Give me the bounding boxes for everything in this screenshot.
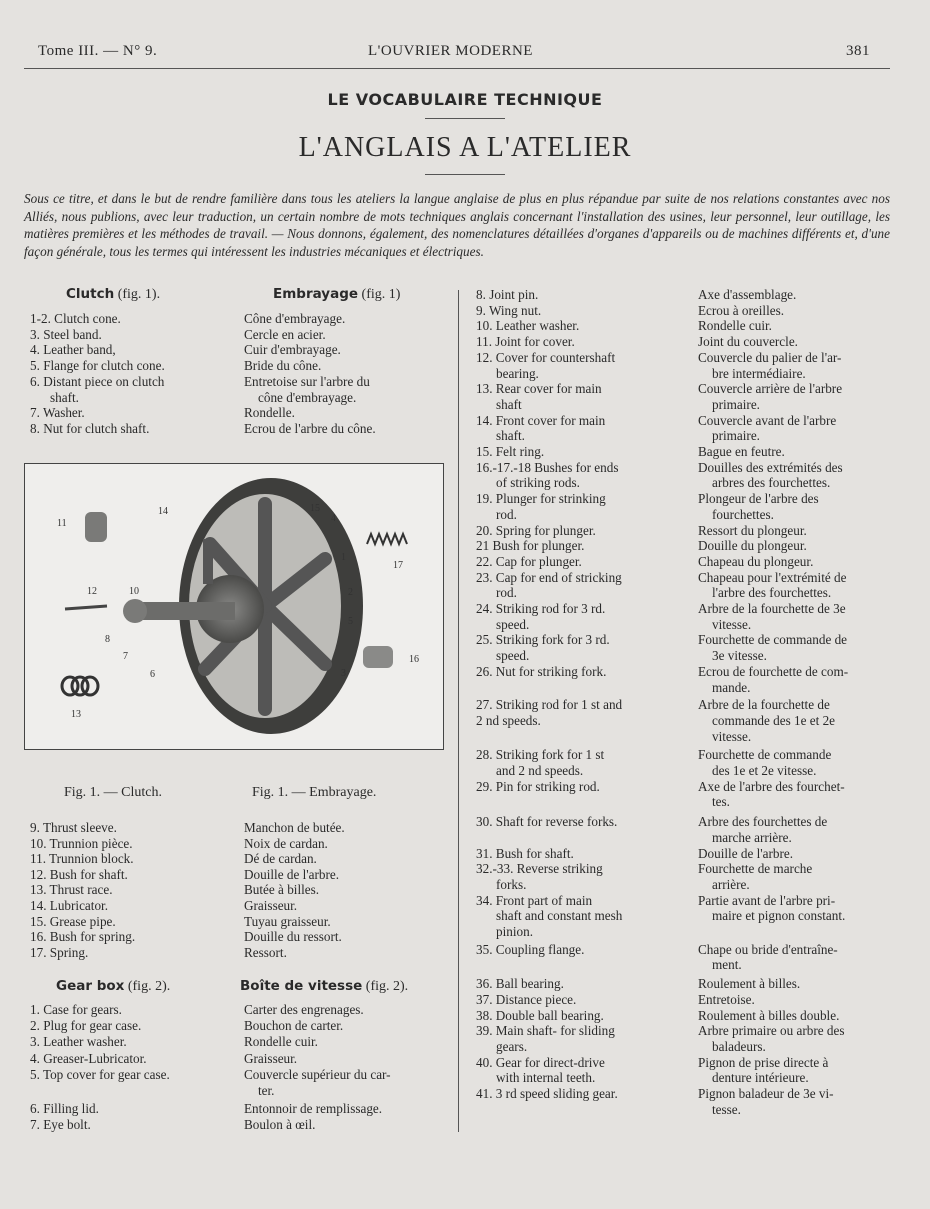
- term-fr: Boulon à œil.: [244, 1117, 316, 1133]
- heading-fr-title: Boîte de vitesse: [240, 978, 363, 994]
- spring-icon: [367, 534, 407, 544]
- gearbox-heading-en: [56, 978, 170, 995]
- term-en: 14. Lubricator.: [30, 898, 109, 913]
- heading-en-title: Clutch: [66, 286, 115, 302]
- term-fr: baladeurs.: [712, 1038, 766, 1054]
- term-en: 1-2. Clutch cone.: [30, 311, 121, 326]
- term-en: 24. Striking rod for 3 rd.: [476, 601, 606, 616]
- term-fr: arrière.: [712, 876, 750, 892]
- spring-bush-icon: [363, 646, 393, 668]
- term-en: 15. Grease pipe.: [30, 913, 116, 929]
- term-en: 29. Pin for striking rod.: [476, 778, 600, 794]
- term-fr: Graisseur.: [244, 898, 298, 913]
- fig-label-10: 10: [129, 586, 139, 597]
- term-fr: Plongeur de l'arbre des: [698, 491, 819, 507]
- term-en: 8. Nut for clutch shaft.: [30, 420, 150, 436]
- term-en: 16.-17.-18 Bushes for ends: [476, 459, 619, 475]
- fig-label-2: 2: [348, 587, 353, 598]
- term-en: 40. Gear for direct-drive: [476, 1054, 605, 1070]
- term-fr: Ressort du plongeur.: [698, 522, 807, 538]
- term-fr: Douille du plongeur.: [698, 538, 807, 554]
- term-fr: Couvercle arrière de l'arbre: [698, 381, 843, 397]
- term-fr: Couvercle du palier de l'ar-: [698, 349, 842, 365]
- term-en: 22. Cap for plunger.: [476, 553, 582, 569]
- section-kicker: LE VOCABULAIRE TECHNIQUE: [327, 90, 603, 109]
- term-en: 11. Joint for cover.: [476, 334, 575, 350]
- term-fr: Axe de l'arbre des fourchet-: [698, 778, 845, 794]
- term-fr: Tuyau graisseur.: [244, 913, 331, 929]
- term-en: 32.-33. Reverse striking: [476, 861, 603, 877]
- term-en: 14. Front cover for main: [476, 412, 606, 428]
- term-fr: Arbre de la fourchette de: [698, 697, 830, 713]
- term-fr: 3e vitesse.: [712, 648, 767, 664]
- heading-en-ref: (fig. 2).: [127, 979, 171, 994]
- term-en: 4. Leather band,: [30, 342, 116, 358]
- term-fr: Butée à billes.: [244, 882, 320, 898]
- term-en: 6. Filling lid.: [30, 1101, 99, 1117]
- term-fr: cône d'embrayage.: [258, 389, 357, 405]
- term-en: with internal teeth.: [496, 1070, 596, 1086]
- fig-label-14: 14: [158, 506, 168, 517]
- fig-label-13: 13: [71, 709, 81, 720]
- term-fr: Pignon de prise directe à: [698, 1054, 829, 1070]
- term-en: 5. Top cover for gear case.: [30, 1066, 170, 1082]
- term-fr: Chape ou bride d'entraîne-: [698, 941, 838, 957]
- term-en: 16. Bush for spring.: [30, 929, 136, 945]
- fig-label-11: 11: [57, 518, 67, 529]
- term-en: 23. Cap for end of stricking: [476, 569, 622, 585]
- bush-icon: [65, 606, 107, 609]
- term-en: 31. Bush for shaft.: [476, 845, 574, 861]
- running-header-left: Tome III. — N° 9.: [38, 43, 158, 59]
- term-en: 10. Leather washer.: [476, 318, 580, 334]
- clutch-heading-fr: [273, 286, 400, 303]
- term-en: 17. Spring.: [30, 944, 89, 960]
- term-fr: Manchon de butée.: [244, 820, 345, 835]
- term-fr: arbres des fourchettes.: [712, 475, 831, 491]
- term-en: 1. Case for gears.: [30, 1002, 122, 1017]
- fig-label-4: 4: [331, 513, 336, 524]
- term-en: 20. Spring for plunger.: [476, 522, 596, 538]
- term-fr: Arbre primaire ou arbre des: [698, 1023, 845, 1039]
- term-en: 7. Eye bolt.: [30, 1117, 91, 1133]
- fig-label-3: 3: [341, 668, 346, 679]
- term-en: 3. Steel band.: [30, 326, 102, 342]
- intro-paragraph: Sous ce titre, et dans le but de rendre familière dans tous les ateliers la langue anglaise de plus en plus répandue par suite de nos relations constantes avec nos Alliés, nous publions, avec leur traduction, un certain nombre de mots techniques anglais concernant l'installation des usines, leur personnel, leur outillage, les matières premières et les méthodes de travail. — Nous donnons, également, des nomenclatures détaillées d'organes d'appareils ou de machines différents et, d'une façon générale, tous les termes qui intéressent les industries mécaniques et électriques.: [24, 191, 890, 259]
- term-fr: denture intérieure.: [712, 1070, 809, 1086]
- term-fr: Entonnoir de remplissage.: [244, 1101, 383, 1117]
- gearbox-heading-fr: [240, 978, 408, 995]
- term-en: 2. Plug for gear case.: [30, 1018, 142, 1034]
- term-en: bearing.: [496, 365, 539, 381]
- term-fr: Dé de cardan.: [244, 851, 317, 867]
- term-en: 21 Bush for plunger.: [476, 538, 585, 554]
- term-fr: Cuir d'embrayage.: [244, 342, 341, 358]
- heading-en-ref: (fig. 1).: [117, 287, 161, 302]
- term-fr: Bouchon de carter.: [244, 1018, 344, 1034]
- term-fr: tes.: [712, 794, 730, 810]
- term-fr: Rondelle cuir.: [698, 318, 772, 334]
- clutch-illustration: [25, 464, 443, 749]
- figure-caption-en: Fig. 1. — Clutch.: [64, 785, 163, 800]
- term-fr: Bague en feutre.: [698, 444, 785, 459]
- term-en: 38. Double ball bearing.: [476, 1007, 604, 1023]
- term-en: speed.: [496, 616, 530, 632]
- nut-icon: [123, 599, 147, 623]
- thrust-race-icon: [62, 677, 98, 695]
- term-en: speed.: [496, 648, 530, 664]
- term-fr: Cône d'embrayage.: [244, 311, 346, 326]
- term-en: 28. Striking fork for 1 st: [476, 747, 605, 763]
- term-en: 25. Striking fork for 3 rd.: [476, 632, 610, 648]
- term-fr: Axe d'assemblage.: [698, 287, 797, 302]
- term-en: 12. Bush for shaft.: [30, 866, 128, 882]
- term-fr: Ressort.: [244, 944, 287, 960]
- term-fr: Roulement à billes double.: [698, 1007, 840, 1023]
- term-en: shaft.: [50, 389, 79, 405]
- lubricator-icon: [203, 539, 213, 584]
- heading-fr-ref: (fig. 1): [361, 287, 401, 302]
- term-fr: vitesse.: [712, 728, 752, 744]
- term-fr: primaire.: [712, 396, 760, 412]
- kicker-rule: [425, 118, 505, 119]
- term-fr: Arbre des fourchettes de: [698, 814, 828, 830]
- term-en: 7. Washer.: [30, 405, 85, 421]
- term-fr: Couvercle avant de l'arbre: [698, 412, 837, 428]
- term-fr: Rondelle cuir.: [244, 1034, 318, 1050]
- term-fr: mande.: [712, 679, 751, 695]
- term-fr: Fourchette de commande de: [698, 632, 848, 648]
- term-fr: Entretoise.: [698, 991, 755, 1007]
- term-en: rod.: [496, 506, 517, 522]
- fig-label-15: 15: [310, 503, 320, 514]
- term-en: 37. Distance piece.: [476, 991, 577, 1007]
- term-fr: Pignon baladeur de 3e vi-: [698, 1086, 834, 1101]
- term-fr: commande des 1e et 2e: [712, 712, 836, 728]
- term-en: 30. Shaft for reverse forks.: [476, 814, 618, 830]
- column-divider: [458, 290, 459, 1132]
- term-en: 13. Thrust race.: [30, 882, 113, 898]
- header-rule: [24, 68, 890, 69]
- term-en: shaft and constant mesh: [496, 908, 623, 924]
- page-title: L'ANGLAIS A L'ATELIER: [298, 132, 632, 163]
- term-en: 27. Striking rod for 1 st and: [476, 697, 623, 713]
- fig-label-8: 8: [105, 634, 110, 645]
- term-fr: Roulement à billes.: [698, 976, 801, 992]
- term-en: rod.: [496, 585, 517, 601]
- term-fr: Arbre de la fourchette de 3e: [698, 601, 846, 616]
- fig-label-17: 17: [393, 560, 403, 571]
- term-fr: ter.: [258, 1083, 275, 1098]
- heading-en-title: Gear box: [56, 978, 125, 994]
- term-fr: ment.: [712, 957, 742, 973]
- term-en: 2 nd speeds.: [476, 712, 541, 728]
- clutch-heading-en: [66, 286, 160, 303]
- term-fr: Cercle en acier.: [244, 326, 326, 342]
- term-en: and 2 nd speeds.: [496, 763, 584, 778]
- term-en: forks.: [496, 876, 527, 892]
- page-number: 381: [846, 43, 870, 59]
- running-header-title: L'OUVRIER MODERNE: [368, 43, 533, 59]
- term-fr: Douilles des extrémités des: [698, 459, 843, 475]
- term-fr: fourchettes.: [712, 506, 774, 522]
- term-en: 12. Cover for countershaft: [476, 349, 616, 365]
- term-fr: Graisseur.: [244, 1050, 298, 1066]
- figure-clutch: [24, 463, 444, 750]
- term-en: shaft.: [496, 428, 525, 444]
- term-fr: des 1e et 2e vitesse.: [712, 763, 817, 778]
- term-fr: Douille de l'arbre.: [698, 845, 794, 861]
- term-en: pinion.: [496, 924, 533, 939]
- term-fr: Chapeau pour l'extrémité de: [698, 569, 847, 585]
- shaft-icon: [135, 602, 235, 620]
- term-fr: vitesse.: [712, 616, 752, 632]
- fig-label-12: 12: [87, 586, 97, 597]
- fig-label-1: 1: [341, 552, 346, 563]
- term-fr: marche arrière.: [712, 829, 792, 845]
- term-fr: maire et pignon constant.: [712, 908, 846, 924]
- term-en: 36. Ball bearing.: [476, 976, 564, 992]
- term-en: 9. Wing nut.: [476, 302, 542, 318]
- term-en: 15. Felt ring.: [476, 444, 545, 459]
- term-en: 34. Front part of main: [476, 892, 593, 908]
- fig-label-7: 7: [123, 651, 128, 662]
- term-fr: tesse.: [712, 1101, 741, 1117]
- term-en: of striking rods.: [496, 475, 580, 491]
- figure-caption-fr: Fig. 1. — Embrayage.: [252, 785, 377, 800]
- term-fr: Ecrou de fourchette de com-: [698, 663, 849, 679]
- term-en: 11. Trunnion block.: [30, 851, 134, 867]
- term-en: 9. Thrust sleeve.: [30, 820, 117, 835]
- term-en: 39. Main shaft- for sliding: [476, 1023, 615, 1039]
- term-fr: Noix de cardan.: [244, 835, 328, 851]
- term-en: 35. Coupling flange.: [476, 941, 585, 957]
- term-fr: Fourchette de marche: [698, 861, 813, 877]
- term-fr: Bride du cône.: [244, 358, 322, 374]
- term-en: gears.: [496, 1038, 528, 1054]
- fig-label-6: 6: [150, 669, 155, 680]
- term-en: 13. Rear cover for main: [476, 381, 602, 397]
- term-en: 19. Plunger for strinking: [476, 491, 606, 507]
- title-rule: [425, 174, 505, 175]
- term-fr: Carter des engrenages.: [244, 1002, 364, 1017]
- term-en: 41. 3 rd speed sliding gear.: [476, 1086, 618, 1101]
- fig-label-5: 5: [348, 616, 353, 627]
- term-fr: Douille du ressort.: [244, 929, 342, 945]
- heading-fr-ref: (fig. 2).: [365, 979, 409, 994]
- term-fr: Partie avant de l'arbre pri-: [698, 892, 836, 908]
- term-fr: Ecrou de l'arbre du cône.: [244, 420, 376, 436]
- term-en: shaft: [496, 396, 522, 412]
- term-en: 3. Leather washer.: [30, 1034, 127, 1050]
- term-en: 26. Nut for striking fork.: [476, 663, 607, 679]
- term-fr: Chapeau du plongeur.: [698, 553, 814, 569]
- fig-label-16: 16: [409, 654, 419, 665]
- term-fr: Ecrou à oreilles.: [698, 302, 785, 318]
- term-en: 10. Trunnion pièce.: [30, 835, 133, 851]
- term-fr: Fourchette de commande: [698, 747, 832, 763]
- term-fr: Rondelle.: [244, 405, 295, 421]
- term-fr: Douille de l'arbre.: [244, 866, 340, 882]
- term-en: 6. Distant piece on clutch: [30, 373, 165, 389]
- term-en: 4. Greaser-Lubricator.: [30, 1050, 147, 1066]
- term-en: 5. Flange for clutch cone.: [30, 358, 165, 374]
- term-fr: primaire.: [712, 428, 760, 444]
- trunnion-block-icon: [85, 512, 107, 542]
- term-fr: Couvercle supérieur du car-: [244, 1066, 391, 1082]
- term-fr: bre intermédiaire.: [712, 365, 806, 381]
- heading-fr-title: Embrayage: [273, 286, 359, 302]
- term-fr: Joint du couvercle.: [698, 334, 798, 350]
- term-fr: Entretoise sur l'arbre du: [244, 373, 370, 389]
- term-fr: l'arbre des fourchettes.: [712, 585, 832, 601]
- term-en: 8. Joint pin.: [476, 287, 539, 302]
